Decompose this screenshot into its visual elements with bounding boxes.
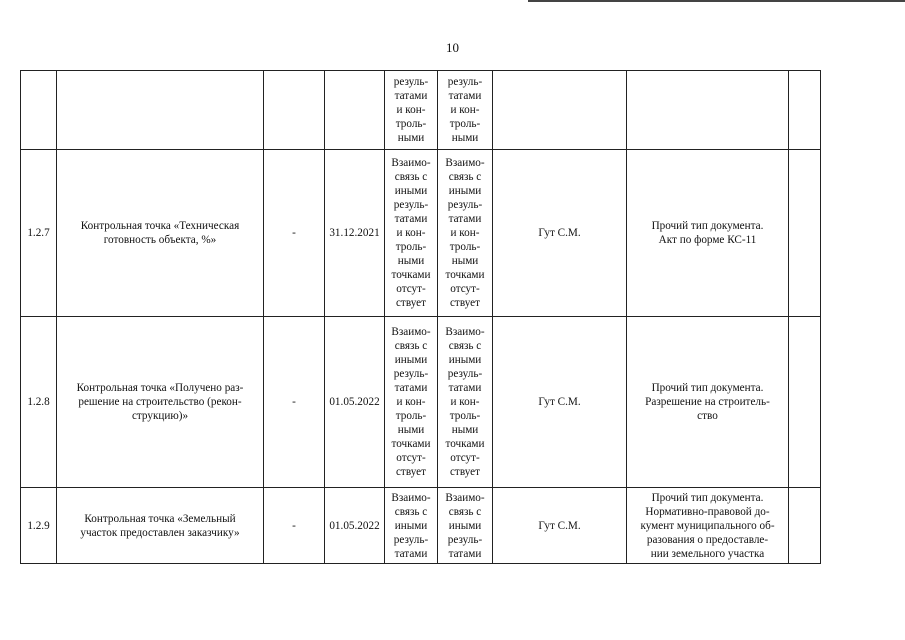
- text-line: готовность объекта, %»: [103, 234, 217, 246]
- text-line: связь с: [448, 171, 482, 183]
- cell-col3: -: [264, 488, 325, 564]
- text-line: Контрольная точка «Земельный: [84, 512, 236, 525]
- cell-document: [627, 150, 789, 317]
- text-line: точками: [391, 438, 431, 450]
- cell-num: 1.2.7: [21, 150, 57, 317]
- cell-name: [57, 71, 264, 150]
- plan-table: [20, 70, 821, 564]
- cell-last: [789, 150, 821, 317]
- text-line: Нормативно-правовой до-: [645, 505, 770, 518]
- text-line: участок предоставлен заказчику»: [80, 526, 240, 539]
- text-line: и кон-: [450, 104, 480, 116]
- text-line: и кон-: [450, 227, 480, 239]
- text-line: иными: [394, 354, 428, 366]
- text-line: точками: [445, 269, 485, 281]
- cell-relation-1: [385, 317, 438, 488]
- text-line: троль-: [395, 241, 427, 253]
- cell-document: [627, 71, 789, 150]
- text-line: троль-: [395, 410, 427, 422]
- cell-num: 1.2.8: [21, 317, 57, 488]
- page-number: 10: [446, 40, 459, 55]
- text-line: ными: [397, 424, 425, 436]
- text-line: Акт по форме КС-11: [658, 234, 757, 246]
- text-line: и кон-: [396, 227, 426, 239]
- continuation-row: [21, 71, 821, 150]
- cell-col3: [264, 71, 325, 150]
- cell-last: [789, 71, 821, 150]
- text-line: татами: [448, 547, 482, 560]
- text-line: точками: [391, 269, 431, 281]
- table-row-1-2-7: [21, 150, 821, 317]
- text-line: Разрешение на строитель-: [645, 396, 770, 408]
- text-line: резуль-: [393, 533, 429, 546]
- table-row-1-2-9: [21, 488, 821, 564]
- text-line: ными: [397, 255, 425, 267]
- text-line: резуль-: [447, 533, 483, 546]
- text-line: Контрольная точка «Техническая: [80, 220, 240, 232]
- cell-relation-2: [438, 150, 493, 317]
- cell-num: 1.2.9: [21, 488, 57, 564]
- cell-date: 31.12.2021: [325, 150, 385, 317]
- text-line: Прочий тип документа.: [651, 220, 764, 232]
- text-line: иными: [394, 519, 428, 532]
- cell-date: 01.05.2022: [325, 317, 385, 488]
- cell-relation-1: [385, 488, 438, 564]
- text-line: решение на строительство (рекон-: [78, 396, 242, 408]
- cell-relation-1: [385, 150, 438, 317]
- text-line: Контрольная точка «Получено раз-: [76, 382, 244, 394]
- text-line: Прочий тип документа.: [651, 382, 764, 394]
- text-line: точками: [445, 438, 485, 450]
- text-line: кумент муниципального об-: [640, 519, 775, 532]
- cell-responsible: [493, 71, 627, 150]
- text-line: ными: [451, 132, 479, 144]
- text-line: Взаимо-: [445, 491, 485, 504]
- text-line: троль-: [449, 118, 481, 130]
- cell-relation-1: [385, 71, 438, 150]
- cell-relation-2: [438, 317, 493, 488]
- cell-responsible: Гут С.М.: [493, 317, 627, 488]
- top-rule: [528, 0, 905, 2]
- text-line: и кон-: [396, 104, 426, 116]
- text-line: связь с: [394, 505, 428, 518]
- text-line: троль-: [449, 241, 481, 253]
- text-line: связь с: [394, 171, 428, 183]
- text-line: и кон-: [450, 396, 480, 408]
- cell-document: [627, 317, 789, 488]
- cell-num: [21, 71, 57, 150]
- text-line: иными: [448, 519, 482, 532]
- cell-name: [57, 488, 264, 564]
- text-line: связь с: [394, 340, 428, 352]
- text-line: резуль-: [393, 76, 429, 88]
- text-line: татами: [394, 213, 428, 225]
- cell-date: 01.05.2022: [325, 488, 385, 564]
- text-line: Взаимо-: [445, 326, 485, 338]
- text-line: ствует: [449, 466, 481, 478]
- cell-date: [325, 71, 385, 150]
- text-line: отсут-: [450, 283, 480, 295]
- text-line: резуль-: [393, 368, 429, 380]
- text-line: татами: [448, 213, 482, 225]
- text-line: ными: [451, 424, 479, 436]
- text-line: ствует: [395, 297, 427, 309]
- text-line: отсут-: [396, 452, 426, 464]
- text-line: струкцию)»: [131, 410, 189, 422]
- text-line: иными: [448, 185, 482, 197]
- text-line: отсут-: [396, 283, 426, 295]
- cell-col3: -: [264, 150, 325, 317]
- cell-relation-2: [438, 488, 493, 564]
- table-row-1-2-8: [21, 317, 821, 488]
- text-line: татами: [394, 90, 428, 102]
- text-line: резуль-: [447, 76, 483, 88]
- text-line: Взаимо-: [391, 491, 431, 504]
- text-line: Взаимо-: [391, 157, 431, 169]
- text-line: Взаимо-: [445, 157, 485, 169]
- text-line: связь с: [448, 340, 482, 352]
- text-line: резуль-: [447, 368, 483, 380]
- cell-name: [57, 150, 264, 317]
- text-line: резуль-: [447, 199, 483, 211]
- text-line: нии земельного участка: [650, 547, 765, 560]
- cell-name: [57, 317, 264, 488]
- text-line: отсут-: [450, 452, 480, 464]
- text-line: разования о предоставле-: [646, 533, 769, 546]
- text-line: и кон-: [396, 396, 426, 408]
- text-line: троль-: [449, 410, 481, 422]
- text-line: Прочий тип документа.: [651, 491, 764, 504]
- text-line: татами: [394, 382, 428, 394]
- cell-last: [789, 488, 821, 564]
- text-line: ство: [697, 410, 718, 422]
- cell-last: [789, 317, 821, 488]
- text-line: ными: [451, 255, 479, 267]
- cell-relation-2: [438, 71, 493, 150]
- cell-document: [627, 488, 789, 564]
- text-line: Взаимо-: [391, 326, 431, 338]
- text-line: троль-: [395, 118, 427, 130]
- text-line: ствует: [449, 297, 481, 309]
- text-line: иными: [394, 185, 428, 197]
- cell-responsible: Гут С.М.: [493, 150, 627, 317]
- text-line: ствует: [395, 466, 427, 478]
- cell-responsible: Гут С.М.: [493, 488, 627, 564]
- cell-col3: -: [264, 317, 325, 488]
- text-line: резуль-: [393, 199, 429, 211]
- text-line: татами: [448, 382, 482, 394]
- text-line: иными: [448, 354, 482, 366]
- text-line: связь с: [448, 505, 482, 518]
- text-line: татами: [448, 90, 482, 102]
- text-line: татами: [394, 547, 428, 560]
- text-line: ными: [397, 132, 425, 144]
